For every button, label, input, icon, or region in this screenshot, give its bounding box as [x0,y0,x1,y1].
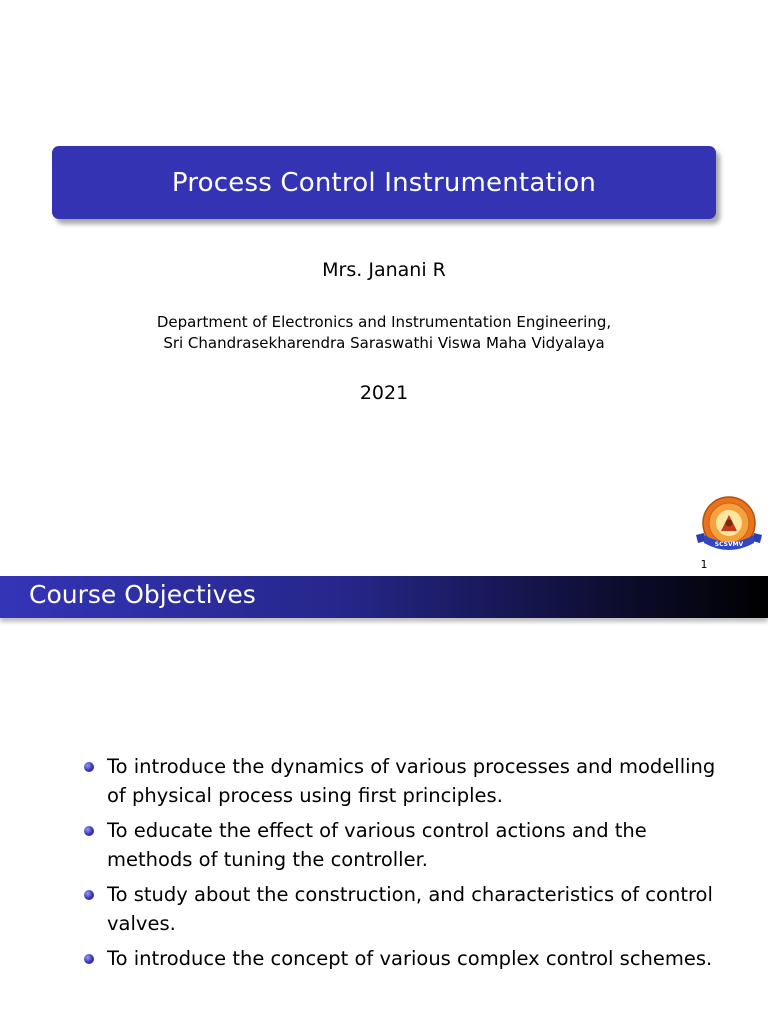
page-number: 1 [700,558,708,571]
institute-line-1: Department of Electronics and Instrumentation Engineering, [156,313,612,331]
bullet-icon [84,890,94,900]
list-item-text: To educate the effect of various control actions and the methods of tuning the controller. [107,819,647,871]
bullet-icon [84,826,94,836]
list-item [0,816,768,874]
presentation-title: Process Control Instrumentation [171,167,597,198]
list-item-text: To introduce the concept of various complex control schemes. [107,947,713,970]
objectives-list [0,752,768,979]
bullet-icon [84,954,94,964]
frame-title: Course Objectives [29,580,256,609]
university-logo [694,493,764,561]
course-objectives-slide [0,576,768,1024]
list-item-text: To introduce the dynamics of various processes and modelling of physical process using first principles. [107,755,716,807]
list-item-text: To study about the construction, and characteristics of control valves. [107,883,713,935]
logo-text: SCSVMV [714,541,744,548]
bullet-icon [84,762,94,772]
list-item [0,944,768,973]
presentation-year: 2021 [359,382,409,404]
list-item [0,752,768,810]
institute-block [0,312,768,354]
title-banner [52,146,716,219]
author-name: Mrs. Janani R [322,259,446,281]
frame-title-bar [0,576,768,618]
list-item [0,880,768,938]
institute-line-2: Sri Chandrasekharendra Saraswathi Viswa Maha Vidyalaya [163,334,605,352]
